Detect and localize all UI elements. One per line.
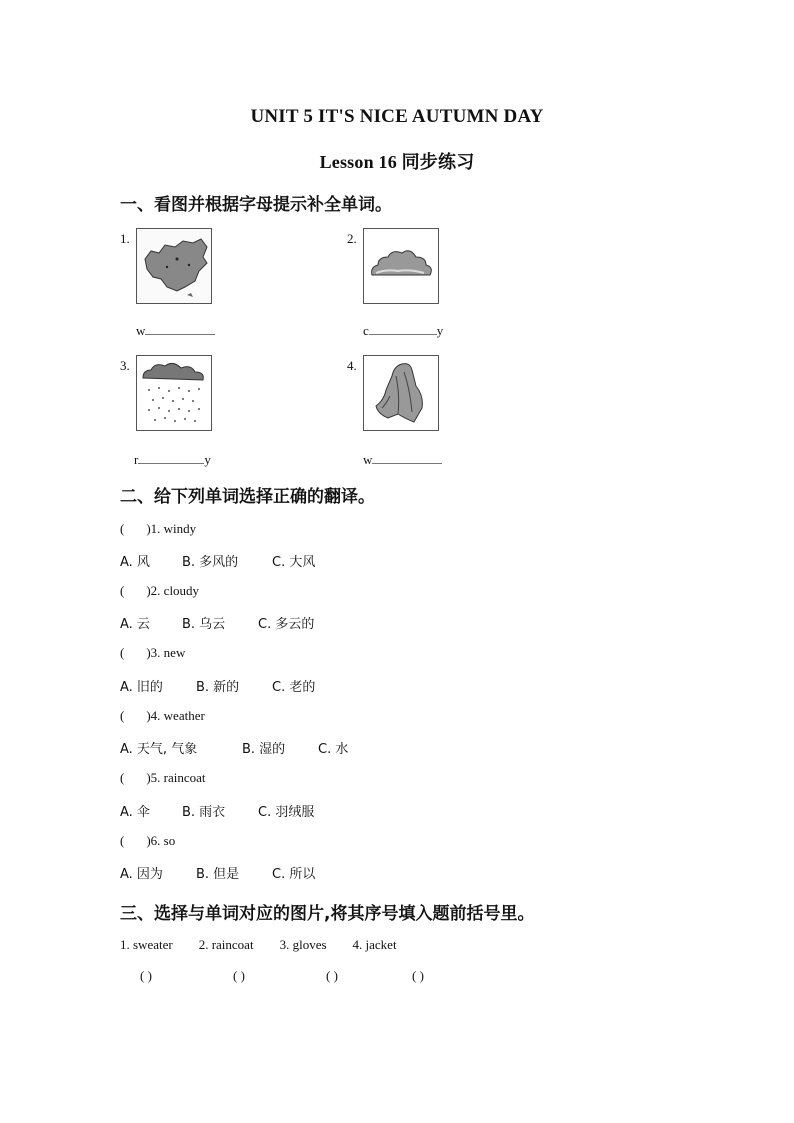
picture-item-number: 3.: [120, 358, 130, 373]
answer-paren-1[interactable]: ( ): [140, 968, 152, 983]
option-b[interactable]: B. 新的: [196, 680, 240, 695]
options-2: [120, 613, 314, 632]
windblown-coat-icon: [363, 355, 439, 431]
question-label: )3. new: [146, 645, 186, 660]
question-6: [120, 833, 175, 849]
word-item: 1. sweater: [120, 937, 173, 952]
option-b[interactable]: B. 雨衣: [182, 805, 226, 820]
options-4: [120, 738, 348, 757]
question-5: [120, 770, 206, 786]
question-4: [120, 708, 205, 724]
option-a[interactable]: A. 因为: [120, 867, 163, 882]
question-label: )2. cloudy: [146, 583, 200, 598]
option-c[interactable]: C. 所以: [272, 867, 316, 882]
options-5: [120, 801, 314, 820]
option-c[interactable]: C. 羽绒服: [258, 805, 315, 820]
start-letter: c: [363, 323, 369, 338]
answer-paren-3[interactable]: ( ): [326, 968, 338, 983]
start-letter: r: [134, 452, 139, 467]
option-a[interactable]: A. 天气, 气象: [120, 742, 198, 757]
word-item: 3. gloves: [279, 937, 327, 952]
unit-title: UNIT 5 IT'S NICE AUTUMN DAY: [250, 106, 544, 127]
start-letter: w: [136, 323, 146, 338]
answer-paren-open: (: [120, 521, 125, 536]
answer-paren-4[interactable]: ( ): [412, 968, 424, 983]
china-map-icon: [136, 228, 212, 304]
option-a[interactable]: A. 旧的: [120, 680, 163, 695]
answer-blank-3[interactable]: [134, 451, 211, 468]
option-a[interactable]: A. 风: [120, 555, 150, 570]
option-c[interactable]: C. 水: [318, 742, 349, 757]
option-c[interactable]: C. 老的: [272, 680, 316, 695]
answer-paren-open: (: [120, 708, 125, 723]
question-2: [120, 583, 199, 599]
question-label: )6. so: [146, 833, 176, 848]
answer-paren-open: (: [120, 583, 125, 598]
word-item: 2. raincoat: [198, 937, 254, 952]
answer-paren-open: (: [120, 833, 125, 848]
section1-heading: 一、看图并根据字母提示补全单词。: [120, 195, 392, 215]
options-3: [120, 676, 315, 695]
lesson-title: Lesson 16 同步练习: [319, 152, 475, 172]
option-c[interactable]: C. 大风: [272, 555, 316, 570]
options-1: [120, 551, 315, 570]
option-a[interactable]: A. 伞: [120, 805, 150, 820]
picture-item-4: [347, 355, 447, 470]
answer-blank-4[interactable]: [363, 451, 442, 468]
section2-heading: 二、给下列单词选择正确的翻译。: [120, 487, 375, 507]
option-b[interactable]: B. 乌云: [182, 617, 226, 632]
picture-item-number: 1.: [120, 231, 130, 246]
answer-paren-2[interactable]: ( ): [233, 968, 245, 983]
option-a[interactable]: A. 云: [120, 617, 150, 632]
answer-paren-open: (: [120, 770, 125, 785]
rain-cloud-icon: [136, 355, 212, 431]
options-6: [120, 863, 315, 882]
picture-item-2: [347, 228, 447, 343]
picture-item-number: 2.: [347, 231, 357, 246]
answer-blank-1[interactable]: [136, 322, 215, 339]
picture-item-3: [120, 355, 220, 470]
question-3: [120, 645, 185, 661]
end-letter: y: [204, 452, 211, 467]
word-item: 4. jacket: [352, 937, 397, 952]
option-b[interactable]: B. 多风的: [182, 555, 239, 570]
question-label: )4. weather: [146, 708, 205, 723]
picture-item-number: 4.: [347, 358, 357, 373]
section3-heading: 三、选择与单词对应的图片,将其序号填入题前括号里。: [120, 904, 535, 924]
option-c[interactable]: C. 多云的: [258, 617, 315, 632]
picture-item-1: [120, 228, 220, 343]
answer-paren-open: (: [120, 645, 125, 660]
cloud-icon: [363, 228, 439, 304]
question-label: )1. windy: [146, 521, 197, 536]
end-letter: y: [436, 323, 444, 338]
word-list: [120, 937, 423, 953]
question-label: )5. raincoat: [146, 770, 206, 785]
question-1: [120, 521, 196, 537]
option-b[interactable]: B. 但是: [196, 867, 240, 882]
start-letter: w: [363, 452, 373, 467]
answer-blank-2[interactable]: [363, 322, 443, 339]
option-b[interactable]: B. 湿的: [242, 742, 286, 757]
